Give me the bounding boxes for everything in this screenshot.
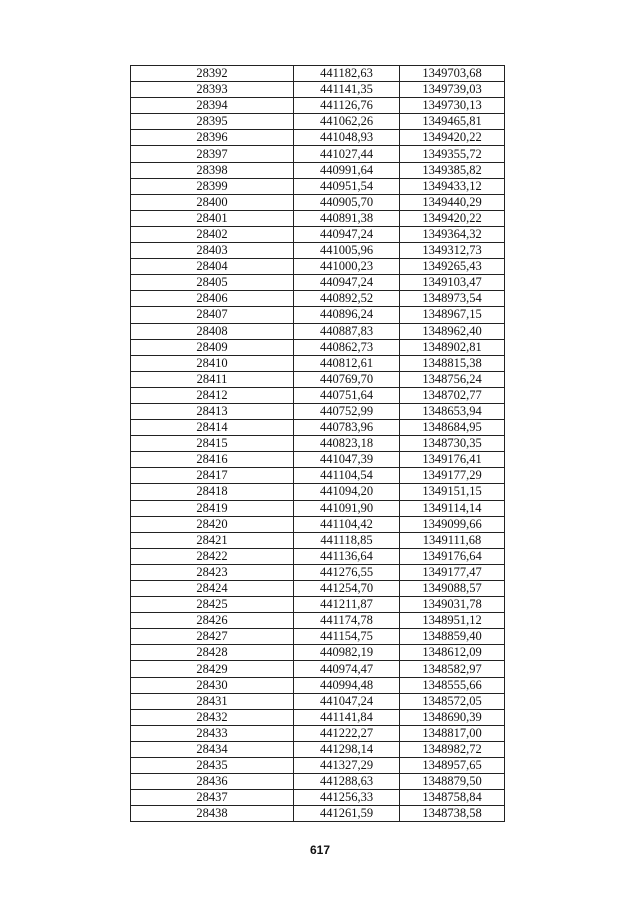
table-row (131, 725, 505, 741)
coordinates-table-body (131, 66, 505, 822)
y-coordinate-cell: 1348690,39 (400, 709, 505, 725)
point-number-cell: 28403 (131, 243, 294, 259)
table-row (131, 597, 505, 613)
table-row (131, 709, 505, 725)
y-coordinate-cell: 1348730,35 (400, 436, 505, 452)
point-number-cell: 28399 (131, 178, 294, 194)
y-coordinate-cell: 1349385,82 (400, 162, 505, 178)
x-coordinate-cell: 441136,64 (294, 548, 400, 564)
x-coordinate-cell: 440823,18 (294, 436, 400, 452)
x-coordinate-cell: 441298,14 (294, 741, 400, 757)
y-coordinate-cell: 1348653,94 (400, 403, 505, 419)
table-row (131, 291, 505, 307)
y-coordinate-cell: 1349099,66 (400, 516, 505, 532)
y-coordinate-cell: 1349312,73 (400, 243, 505, 259)
table-row (131, 194, 505, 210)
table-row (131, 484, 505, 500)
point-number-cell: 28419 (131, 500, 294, 516)
y-coordinate-cell: 1348756,24 (400, 371, 505, 387)
x-coordinate-cell: 440947,24 (294, 275, 400, 291)
x-coordinate-cell: 441222,27 (294, 725, 400, 741)
y-coordinate-cell: 1349703,68 (400, 66, 505, 82)
x-coordinate-cell: 441118,85 (294, 532, 400, 548)
x-coordinate-cell: 441261,59 (294, 806, 400, 822)
point-number-cell: 28396 (131, 130, 294, 146)
table-row (131, 516, 505, 532)
x-coordinate-cell: 440812,61 (294, 355, 400, 371)
x-coordinate-cell: 441154,75 (294, 629, 400, 645)
x-coordinate-cell: 441141,84 (294, 709, 400, 725)
y-coordinate-cell: 1349114,14 (400, 500, 505, 516)
x-coordinate-cell: 441256,33 (294, 790, 400, 806)
table-row (131, 146, 505, 162)
y-coordinate-cell: 1349031,78 (400, 597, 505, 613)
point-number-cell: 28415 (131, 436, 294, 452)
x-coordinate-cell: 440891,38 (294, 210, 400, 226)
coordinates-table (130, 65, 505, 822)
table-row (131, 82, 505, 98)
y-coordinate-cell: 1349103,47 (400, 275, 505, 291)
y-coordinate-cell: 1348572,05 (400, 693, 505, 709)
y-coordinate-cell: 1349111,68 (400, 532, 505, 548)
x-coordinate-cell: 441094,20 (294, 484, 400, 500)
y-coordinate-cell: 1348582,97 (400, 661, 505, 677)
y-coordinate-cell: 1349739,03 (400, 82, 505, 98)
point-number-cell: 28405 (131, 275, 294, 291)
x-coordinate-cell: 440862,73 (294, 339, 400, 355)
table-row (131, 339, 505, 355)
point-number-cell: 28397 (131, 146, 294, 162)
y-coordinate-cell: 1348859,40 (400, 629, 505, 645)
table-row (131, 259, 505, 275)
table-row (131, 806, 505, 822)
table-row (131, 66, 505, 82)
x-coordinate-cell: 441276,55 (294, 564, 400, 580)
table-row (131, 613, 505, 629)
x-coordinate-cell: 441174,78 (294, 613, 400, 629)
x-coordinate-cell: 440982,19 (294, 645, 400, 661)
y-coordinate-cell: 1349151,15 (400, 484, 505, 500)
point-number-cell: 28436 (131, 774, 294, 790)
y-coordinate-cell: 1348817,00 (400, 725, 505, 741)
point-number-cell: 28411 (131, 371, 294, 387)
table-row (131, 162, 505, 178)
table-row (131, 500, 505, 516)
y-coordinate-cell: 1348612,09 (400, 645, 505, 661)
point-number-cell: 28395 (131, 114, 294, 130)
table-row (131, 307, 505, 323)
table-row (131, 178, 505, 194)
y-coordinate-cell: 1349176,41 (400, 452, 505, 468)
point-number-cell: 28404 (131, 259, 294, 275)
table-row (131, 114, 505, 130)
point-number-cell: 28435 (131, 758, 294, 774)
point-number-cell: 28420 (131, 516, 294, 532)
point-number-cell: 28431 (131, 693, 294, 709)
table-row (131, 758, 505, 774)
point-number-cell: 28413 (131, 403, 294, 419)
table-row (131, 355, 505, 371)
x-coordinate-cell: 440994,48 (294, 677, 400, 693)
point-number-cell: 28429 (131, 661, 294, 677)
point-number-cell: 28417 (131, 468, 294, 484)
y-coordinate-cell: 1348815,38 (400, 355, 505, 371)
x-coordinate-cell: 441048,93 (294, 130, 400, 146)
point-number-cell: 28433 (131, 725, 294, 741)
y-coordinate-cell: 1349730,13 (400, 98, 505, 114)
x-coordinate-cell: 441047,24 (294, 693, 400, 709)
y-coordinate-cell: 1348758,84 (400, 790, 505, 806)
point-number-cell: 28392 (131, 66, 294, 82)
y-coordinate-cell: 1348951,12 (400, 613, 505, 629)
point-number-cell: 28425 (131, 597, 294, 613)
y-coordinate-cell: 1349088,57 (400, 581, 505, 597)
y-coordinate-cell: 1349176,64 (400, 548, 505, 564)
table-row (131, 629, 505, 645)
table-row (131, 420, 505, 436)
table-row (131, 581, 505, 597)
point-number-cell: 28401 (131, 210, 294, 226)
x-coordinate-cell: 441062,26 (294, 114, 400, 130)
point-number-cell: 28414 (131, 420, 294, 436)
table-row (131, 661, 505, 677)
y-coordinate-cell: 1349265,43 (400, 259, 505, 275)
x-coordinate-cell: 441027,44 (294, 146, 400, 162)
y-coordinate-cell: 1349465,81 (400, 114, 505, 130)
y-coordinate-cell: 1349420,22 (400, 130, 505, 146)
x-coordinate-cell: 440991,64 (294, 162, 400, 178)
table-row (131, 774, 505, 790)
point-number-cell: 28423 (131, 564, 294, 580)
table-row (131, 693, 505, 709)
point-number-cell: 28426 (131, 613, 294, 629)
y-coordinate-cell: 1349433,12 (400, 178, 505, 194)
table-row (131, 98, 505, 114)
x-coordinate-cell: 440974,47 (294, 661, 400, 677)
table-row (131, 532, 505, 548)
x-coordinate-cell: 440751,64 (294, 387, 400, 403)
table-row (131, 403, 505, 419)
point-number-cell: 28438 (131, 806, 294, 822)
table-row (131, 452, 505, 468)
y-coordinate-cell: 1348684,95 (400, 420, 505, 436)
point-number-cell: 28428 (131, 645, 294, 661)
point-number-cell: 28432 (131, 709, 294, 725)
y-coordinate-cell: 1349355,72 (400, 146, 505, 162)
x-coordinate-cell: 441126,76 (294, 98, 400, 114)
x-coordinate-cell: 441000,23 (294, 259, 400, 275)
y-coordinate-cell: 1349420,22 (400, 210, 505, 226)
table-row (131, 436, 505, 452)
point-number-cell: 28400 (131, 194, 294, 210)
x-coordinate-cell: 441288,63 (294, 774, 400, 790)
point-number-cell: 28434 (131, 741, 294, 757)
y-coordinate-cell: 1348738,58 (400, 806, 505, 822)
x-coordinate-cell: 440951,54 (294, 178, 400, 194)
y-coordinate-cell: 1348967,15 (400, 307, 505, 323)
x-coordinate-cell: 441047,39 (294, 452, 400, 468)
page-number: 617 (309, 843, 331, 857)
x-coordinate-cell: 441254,70 (294, 581, 400, 597)
y-coordinate-cell: 1349364,32 (400, 226, 505, 242)
table-row (131, 130, 505, 146)
point-number-cell: 28393 (131, 82, 294, 98)
x-coordinate-cell: 441005,96 (294, 243, 400, 259)
table-row (131, 548, 505, 564)
x-coordinate-cell: 441182,63 (294, 66, 400, 82)
point-number-cell: 28427 (131, 629, 294, 645)
point-number-cell: 28416 (131, 452, 294, 468)
table-row (131, 564, 505, 580)
table-row (131, 323, 505, 339)
y-coordinate-cell: 1349177,47 (400, 564, 505, 580)
y-coordinate-cell: 1348902,81 (400, 339, 505, 355)
x-coordinate-cell: 440752,99 (294, 403, 400, 419)
x-coordinate-cell: 440892,52 (294, 291, 400, 307)
point-number-cell: 28430 (131, 677, 294, 693)
x-coordinate-cell: 441091,90 (294, 500, 400, 516)
point-number-cell: 28408 (131, 323, 294, 339)
point-number-cell: 28406 (131, 291, 294, 307)
x-coordinate-cell: 440783,96 (294, 420, 400, 436)
x-coordinate-cell: 440905,70 (294, 194, 400, 210)
point-number-cell: 28402 (131, 226, 294, 242)
table-row (131, 210, 505, 226)
y-coordinate-cell: 1348973,54 (400, 291, 505, 307)
table-row (131, 645, 505, 661)
point-number-cell: 28398 (131, 162, 294, 178)
y-coordinate-cell: 1348702,77 (400, 387, 505, 403)
x-coordinate-cell: 440947,24 (294, 226, 400, 242)
x-coordinate-cell: 440896,24 (294, 307, 400, 323)
y-coordinate-cell: 1348555,66 (400, 677, 505, 693)
x-coordinate-cell: 441327,29 (294, 758, 400, 774)
table-row (131, 243, 505, 259)
point-number-cell: 28418 (131, 484, 294, 500)
x-coordinate-cell: 441104,42 (294, 516, 400, 532)
point-number-cell: 28394 (131, 98, 294, 114)
table-row (131, 677, 505, 693)
y-coordinate-cell: 1349440,29 (400, 194, 505, 210)
table-row (131, 226, 505, 242)
point-number-cell: 28412 (131, 387, 294, 403)
x-coordinate-cell: 441104,54 (294, 468, 400, 484)
table-row (131, 741, 505, 757)
point-number-cell: 28410 (131, 355, 294, 371)
x-coordinate-cell: 440769,70 (294, 371, 400, 387)
x-coordinate-cell: 441141,35 (294, 82, 400, 98)
x-coordinate-cell: 441211,87 (294, 597, 400, 613)
point-number-cell: 28421 (131, 532, 294, 548)
table-row (131, 387, 505, 403)
table-row (131, 371, 505, 387)
y-coordinate-cell: 1349177,29 (400, 468, 505, 484)
table-row (131, 275, 505, 291)
y-coordinate-cell: 1348962,40 (400, 323, 505, 339)
y-coordinate-cell: 1348879,50 (400, 774, 505, 790)
point-number-cell: 28437 (131, 790, 294, 806)
point-number-cell: 28407 (131, 307, 294, 323)
y-coordinate-cell: 1348982,72 (400, 741, 505, 757)
table-row (131, 790, 505, 806)
x-coordinate-cell: 440887,83 (294, 323, 400, 339)
y-coordinate-cell: 1348957,65 (400, 758, 505, 774)
point-number-cell: 28409 (131, 339, 294, 355)
point-number-cell: 28422 (131, 548, 294, 564)
table-row (131, 468, 505, 484)
point-number-cell: 28424 (131, 581, 294, 597)
